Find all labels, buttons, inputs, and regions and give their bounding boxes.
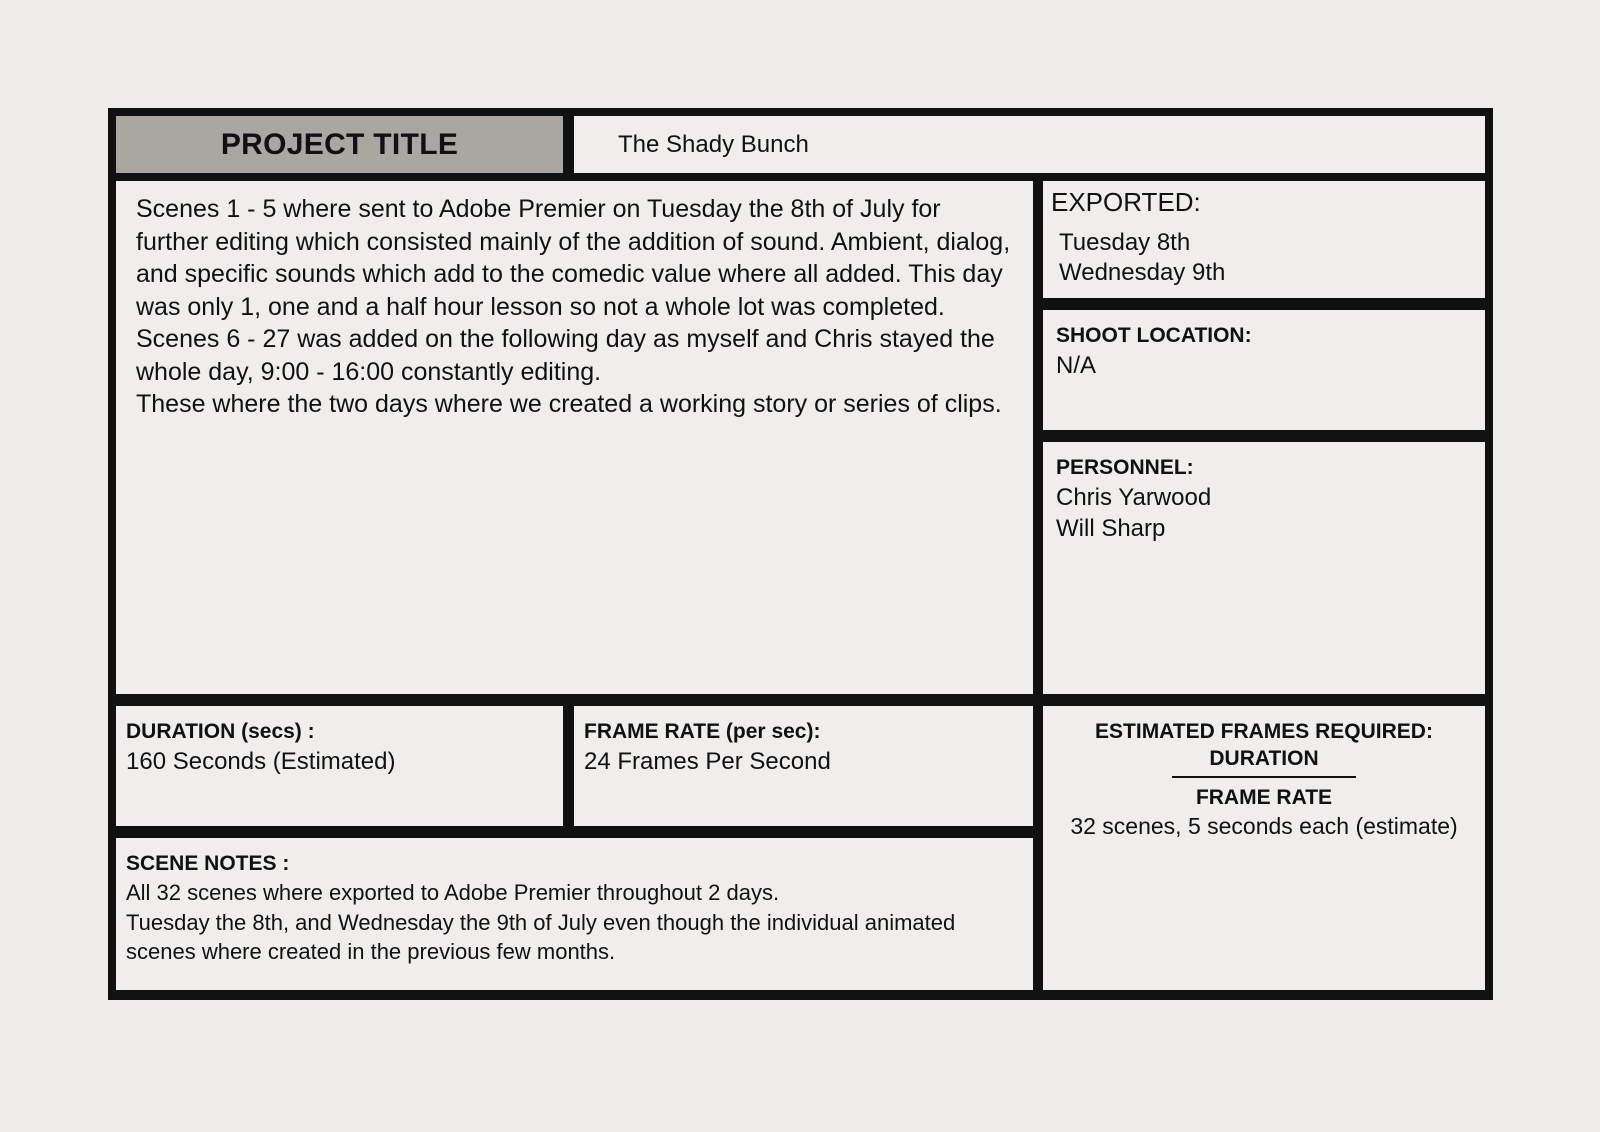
duration-box — [116, 706, 563, 826]
project-title-value: The Shady Bunch — [574, 116, 1485, 173]
duration-value: 160 Seconds (Estimated) — [126, 748, 396, 775]
personnel-box — [1043, 442, 1485, 694]
estimated-frames-value: 32 scenes, 5 seconds each (estimate) — [1070, 813, 1458, 839]
duration-label: DURATION (secs) : — [126, 720, 315, 743]
main-notes-box — [116, 181, 1033, 694]
scene-notes-line: Tuesday the 8th, and Wednesday the 9th of July even though the individual animated scenes where created in the previous few months. — [126, 909, 956, 964]
exported-date: Wednesday 9th — [1059, 259, 1226, 286]
estimated-frames-box — [1043, 706, 1485, 990]
estimated-frames-label: ESTIMATED FRAMES REQUIRED: — [1095, 720, 1433, 743]
frame-rate-label: FRAME RATE (per sec): — [584, 720, 821, 743]
main-notes-paragraph: Scenes 1 - 5 where sent to Adobe Premier on Tuesday the 8th of July for further editing which consisted mainly of the addition of sound. Ambient, dialog, and specific sounds which add to the comedic value where all added. This day was only 1, one and a half hour lesson so not a whole lot was completed. — [136, 195, 1011, 321]
exported-date: Tuesday 8th — [1059, 229, 1191, 256]
formula-numerator: DURATION — [1209, 747, 1319, 770]
personnel-name: Chris Yarwood — [1056, 484, 1212, 511]
personnel-label: PERSONNEL: — [1056, 456, 1194, 479]
exported-label: EXPORTED: — [1051, 187, 1201, 217]
personnel-name: Will Sharp — [1056, 515, 1166, 542]
frame-rate-box — [574, 706, 1033, 826]
scene-notes-label: SCENE NOTES : — [126, 852, 290, 875]
storyboard-sheet — [108, 108, 1493, 1000]
main-notes-paragraph: These where the two days where we created a working story or series of clips. — [136, 390, 1002, 418]
frame-rate-value: 24 Frames Per Second — [584, 748, 831, 775]
project-title-label: PROJECT TITLE — [116, 116, 563, 173]
scene-notes-box — [116, 838, 1033, 990]
main-notes-paragraph: Scenes 6 - 27 was added on the following day as myself and Chris stayed the whole day, 9:00 - 16:00 constantly editing. — [136, 325, 995, 386]
formula-denominator: FRAME RATE — [1195, 786, 1333, 809]
shoot-location-value: N/A — [1056, 352, 1097, 379]
scene-notes-line: All 32 scenes where exported to Adobe Premier throughout 2 days. — [126, 880, 780, 905]
shoot-location-label: SHOOT LOCATION: — [1056, 324, 1252, 347]
exported-box — [1043, 181, 1485, 298]
fraction-divider — [1172, 776, 1356, 778]
shoot-location-box — [1043, 310, 1485, 430]
